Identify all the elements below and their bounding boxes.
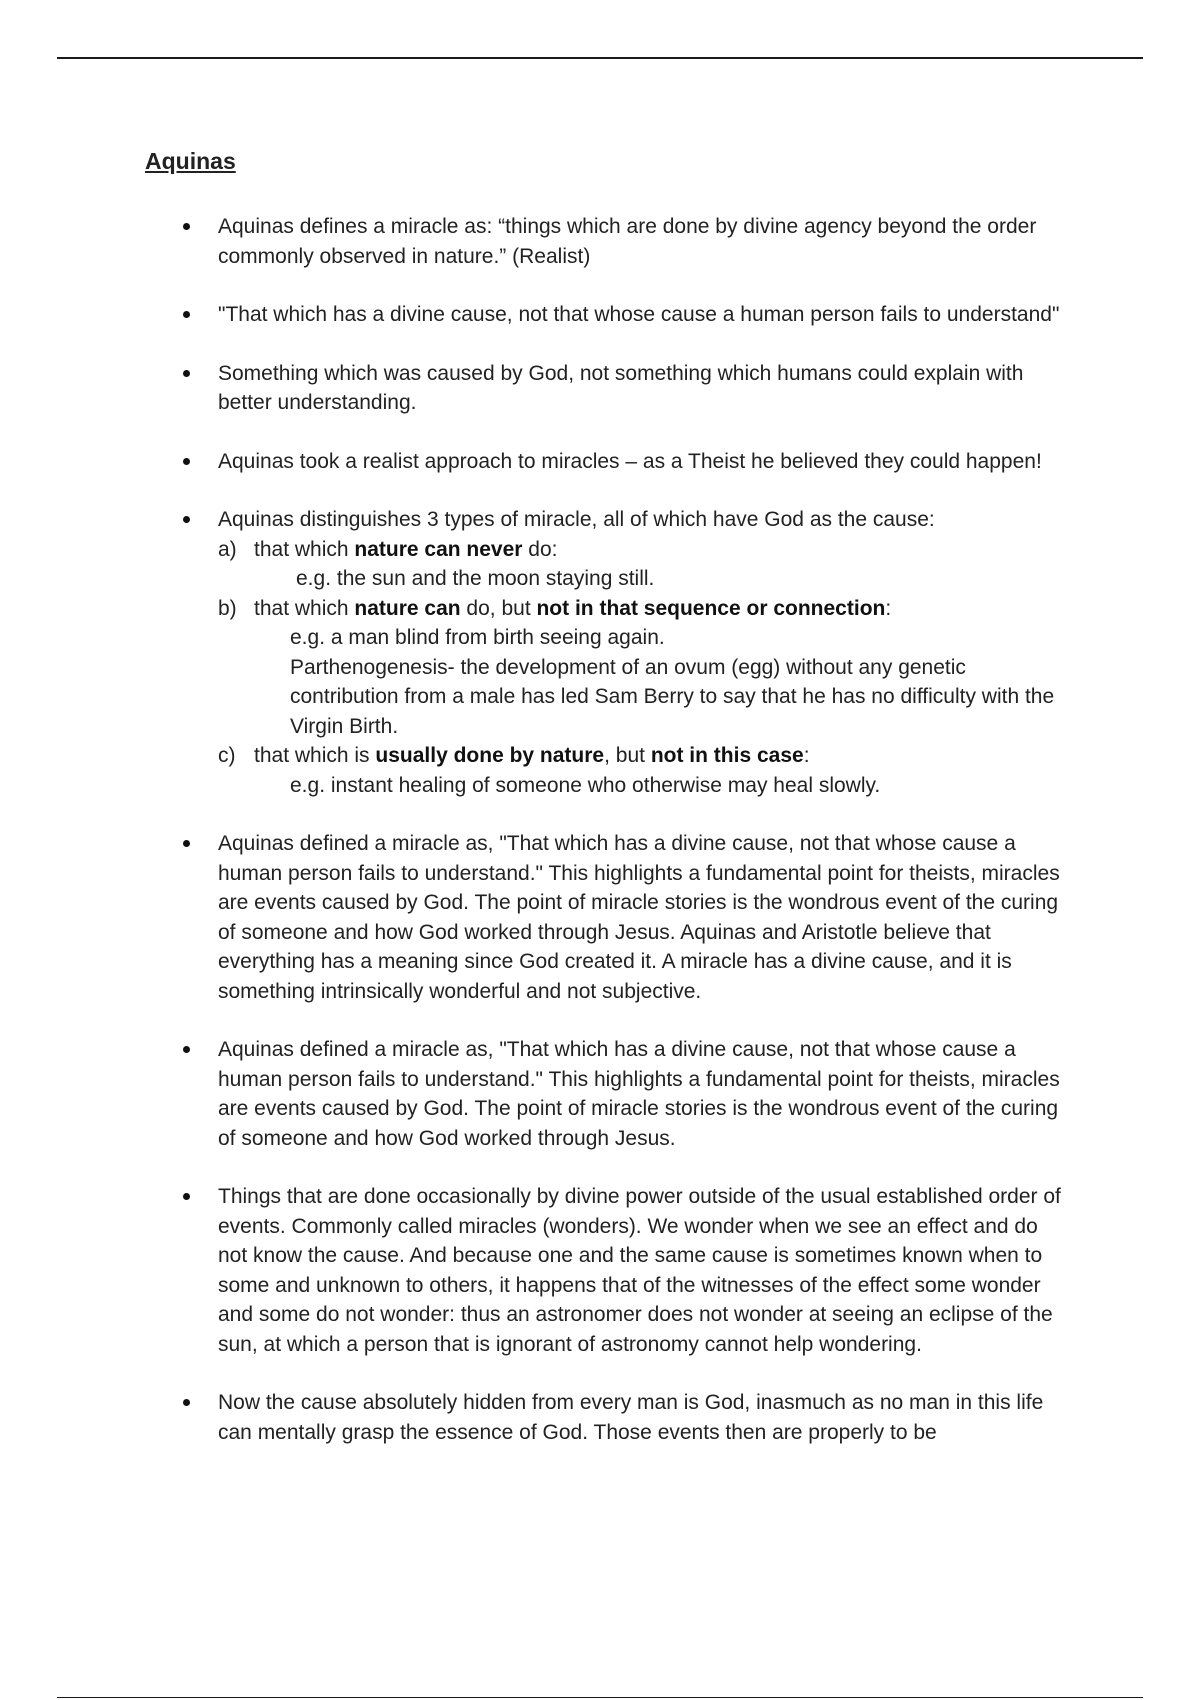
bullet-text: Now the cause absolutely hidden from every man is God, inasmuch as no man in this life can mentally grasp the essence of God. Those events then are properly to be [218, 1391, 1044, 1444]
bullet-dot-icon [183, 840, 190, 847]
bullet-text: Aquinas defines a miracle as: “things which are done by divine agency beyond the order commonly observed in nature.” (Realist) [218, 215, 1037, 268]
sub-text-bold: usually done by nature [375, 744, 605, 767]
bullet-dot-icon [183, 370, 190, 377]
sub-text-mid: , but [604, 744, 651, 767]
sub-text-bold: not in that sequence or connection [536, 596, 886, 620]
sub-label: a) [218, 537, 237, 561]
miracle-type-c [218, 741, 1065, 800]
sub-text [254, 535, 1065, 565]
miracle-types-list [218, 535, 1065, 801]
bullet-text: Aquinas defined a miracle as, "That which has a divine cause, not that whose cause a human person fails to understand." This highlights a fundamental point for theists, miracles are events caused by God. The point of miracle stories is the wondrous event of the curing of someone and how God worked through Jesus. [218, 1038, 1060, 1150]
bullet-text: Aquinas took a realist approach to miracles – as a Theist he believed they could happen! [218, 449, 1042, 473]
document-body [145, 146, 1065, 1476]
header-rule [57, 57, 1143, 59]
bullet-dot-icon [183, 1399, 190, 1406]
sub-label: b) [218, 596, 237, 620]
sub-text-post: : [803, 744, 810, 767]
bullet-text: Aquinas defined a miracle as, "That which has a divine cause, not that whose cause a human person fails to understand." This highlights a fundamental point for theists, miracles are events caused by God. The point of miracle stories is the wondrous event of the curing of someone and how God worked through Jesus. Aquinas and Aristotle believe that everything has a meaning since God created it. A miracle has a divine cause, and it is something intrinsically wonderful and not subjective. [218, 832, 1060, 1003]
sub-text-post: : [885, 596, 892, 620]
document-title: Aquinas [145, 148, 236, 174]
bullet-item [145, 300, 1065, 330]
bullet-item [145, 1035, 1065, 1153]
bullet-dot-icon [183, 223, 190, 230]
sub-text-pre: that which is [254, 744, 376, 767]
miracle-type-a [218, 535, 1065, 594]
sub-text-pre: that which [254, 596, 355, 620]
sub-text-bold: not in this case [650, 744, 804, 767]
footer-rule [57, 1697, 1143, 1698]
miracle-type-b [218, 594, 1065, 742]
bullet-dot-icon [183, 1193, 190, 1200]
bullet-item [145, 1182, 1065, 1359]
sub-label: c) [218, 744, 236, 767]
bullet-dot-icon [183, 516, 190, 523]
bullet-dot-icon [183, 1046, 190, 1053]
sub-text-mid: do: [522, 537, 558, 561]
sub-text-bold: nature can [354, 596, 461, 620]
sub-text [254, 594, 1065, 624]
bullet-text: Something which was caused by God, not something which humans could explain with better understanding. [218, 361, 1024, 414]
bullet-list [145, 212, 1065, 1447]
bullet-text: "That which has a divine cause, not that whose cause a human person fails to understand" [218, 303, 1060, 326]
bullet-item [145, 212, 1065, 271]
sub-example: e.g. a man blind from birth seeing again. [290, 626, 665, 649]
bullet-item [145, 359, 1065, 418]
sub-text-bold: nature can never [354, 537, 523, 561]
sub-example: e.g. instant healing of someone who otherwise may heal slowly. [290, 773, 881, 797]
sub-text [254, 741, 1065, 771]
sub-example: e.g. the sun and the moon staying still. [296, 567, 655, 590]
bullet-item [145, 447, 1065, 477]
bullet-dot-icon [183, 458, 190, 465]
bullet-item [145, 829, 1065, 1006]
bullet-dot-icon [183, 311, 190, 318]
bullet-item-miracle-types [145, 505, 1065, 800]
sub-text-pre: that which [254, 537, 355, 561]
sub-example-extra: Parthenogenesis- the development of an ovum (egg) without any genetic contribution from a male has led Sam Berry to say that he has no difficulty with the Virgin Birth. [290, 655, 1055, 738]
bullet-text: Aquinas distinguishes 3 types of miracle, all of which have God as the cause: [218, 508, 935, 531]
sub-text-mid: do, but [460, 596, 537, 620]
bullet-text: Things that are done occasionally by divine power outside of the usual established order of events. Commonly called miracles (wonders). We wonder when we see an effect and do not know the cause. And because one and the same cause is sometimes known when to some and unknown to others, it happens that of the witnesses of the effect some wonder and some do not wonder: thus an astronomer does not wonder at seeing an eclipse of the sun, at which a person that is ignorant of astronomy cannot help wondering. [218, 1185, 1061, 1356]
bullet-item [145, 1388, 1065, 1447]
